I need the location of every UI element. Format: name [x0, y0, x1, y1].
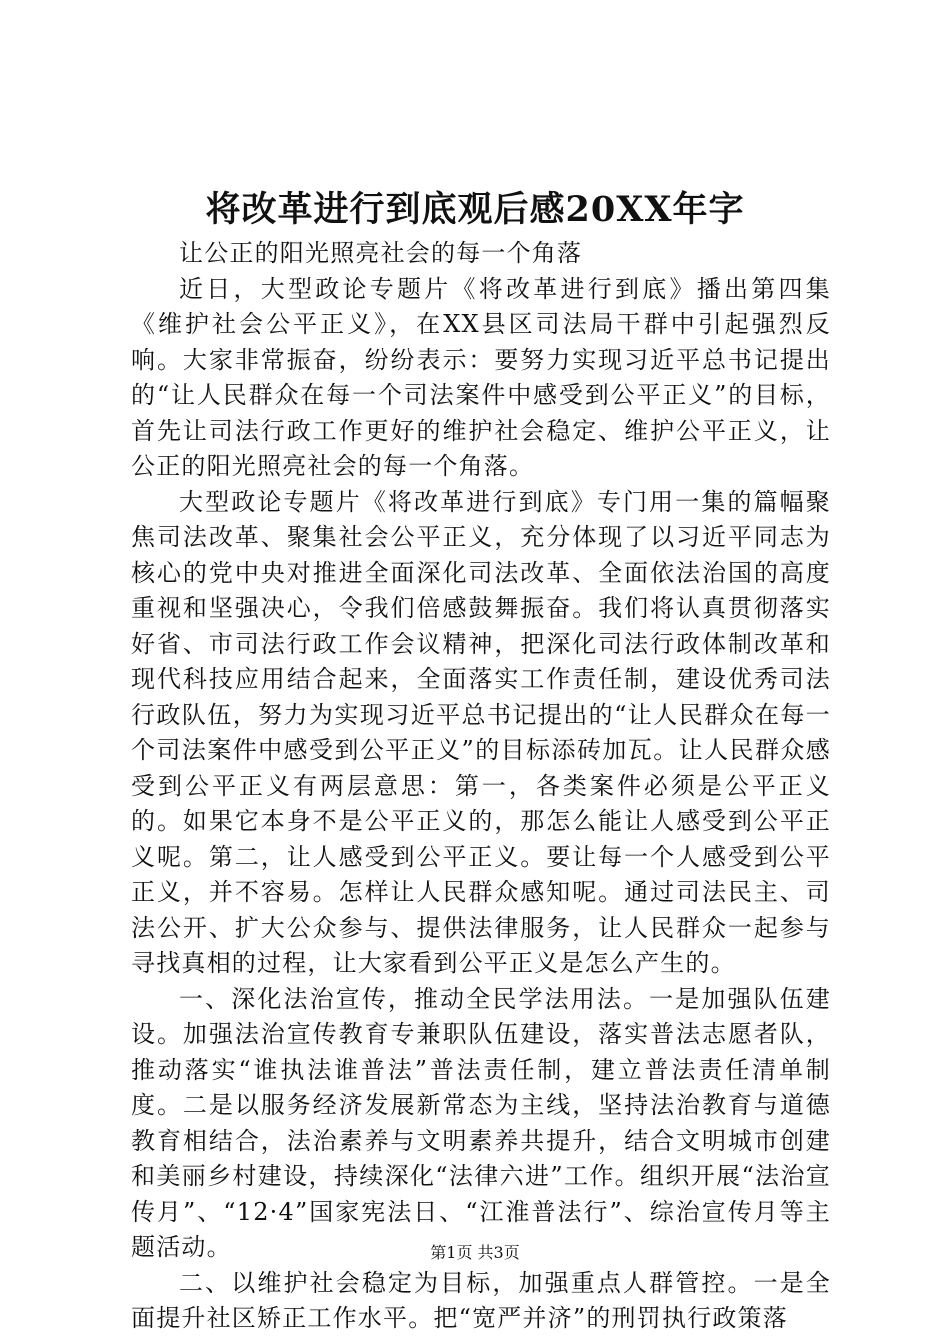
paragraph: 近日，大型政论专题片《将改革进行到底》播出第四集《维护社会公平正义》，在XX县区司法局干群中引起强烈反响。大家非常振奋，纷纷表示：要努力实现习近平总书记提出的“让人民群众在每一个司法案件中感受到公平正义”的目标，首先让司法行政工作更好的维护社会稳定、维护公平正义，让公正的阳光照亮社会的每一个角落。: [131, 274, 831, 480]
paragraph-subtitle: 让公正的阳光照亮社会的每一个角落: [179, 239, 583, 267]
document-title: 将改革进行到底观后感20XX年字: [205, 189, 745, 230]
paragraph: 一、深化法治宣传，推动全民学法用法。一是加强队伍建设。加强法治宣传教育专兼职队伍建设，落实普法志愿者队，推动落实“谁执法谁普法”普法责任制，建立普法责任清单制度。二是以服务经济发展新常态为主线，坚持法治教育与道德教育相结合，法治素养与文明素养共提升，结合文明城市创建和美丽乡村建设，持续深化“法律六进”工作。组织开展“法治宣传月”、“12·4”国家宪法日、“江淮普法行”、综治宣传月等主题活动。: [131, 984, 831, 1261]
page-number-footer: 第1页 共3页: [430, 1243, 520, 1262]
paragraph: 二、以维护社会稳定为目标，加强重点人群管控。一是全面提升社区矫正工作水平。把“宽严并济”的刑罚执行政策落: [131, 1268, 831, 1332]
document-body: [131, 236, 831, 1337]
paragraph: 大型政论专题片《将改革进行到底》专门用一集的篇幅聚焦司法改革、聚集社会公平正义，充分体现了以习近平同志为核心的党中央对推进全面深化司法改革、全面依法治国的高度重视和坚强决心，令我们倍感鼓舞振奋。我们将认真贯彻落实好省、市司法行政工作会议精神，把深化司法行政体制改革和现代科技应用结合起来，全面落实工作责任制，建设优秀司法行政队伍，努力为实现习近平总书记提出的“让人民群众在每一个司法案件中感受到公平正义”的目标添砖加瓦。让人民群众感受到公平正义有两层意思：第一，各类案件必须是公平正义的。如果它本身不是公平正义的，那怎么能让人感受到公平正义呢。第二，让人感受到公平正义。要让每一个人感受到公平正义，并不容易。怎样让人民群众感知呢。通过司法民主、司法公开、扩大公众参与、提供法律服务，让人民群众一起参与寻找真相的过程，让大家看到公平正义是怎么产生的。: [131, 487, 831, 977]
